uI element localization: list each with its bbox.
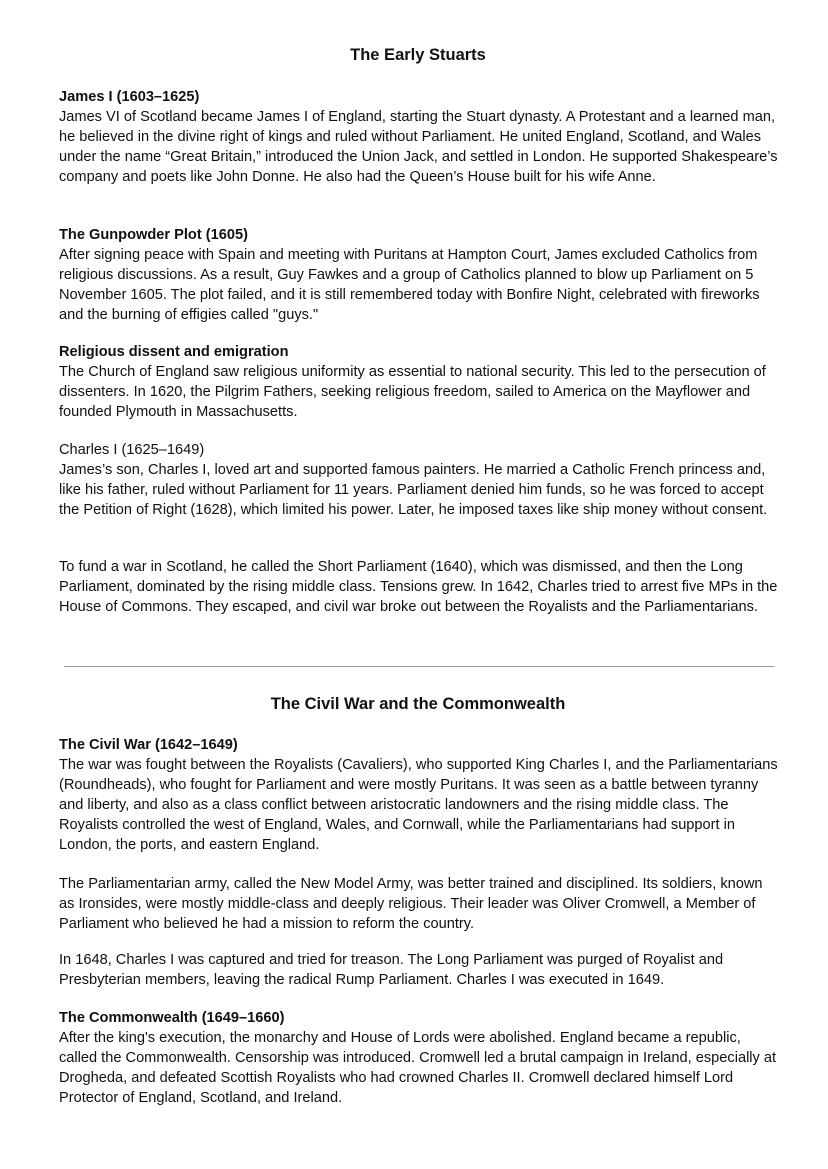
section-james-i [59,87,781,187]
heading: James I (1603–1625) [59,89,200,105]
paragraph: In 1648, Charles I was captured and tried for treason. The Long Parliament was purged of Royalist and Presbyterian members, leaving the radical Rump Parliament. Charles I was executed in 1649. [59,952,724,988]
paragraph-short-long-parliament [59,557,781,617]
section-gunpowder-plot [59,225,781,325]
section-charles-i [59,440,781,520]
paragraph: James’s son, Charles I, loved art and supported famous painters. He married a Catholic French princess and, like his father, ruled without Parliament for 11 years. Parliament denied him funds, so he was forced to accept the Petition of Right (1628), which limited his power. Later, he imposed taxes like ship money without consent. [59,462,768,518]
section-commonwealth [59,1008,781,1108]
heading: Religious dissent and emigration [59,344,289,360]
paragraph-new-model-army [59,874,781,934]
heading: The Commonwealth (1649–1660) [59,1010,285,1026]
heading: Charles I (1625–1649) [59,442,205,458]
paragraph-charles-executed [59,950,781,990]
heading: The Civil War (1642–1649) [59,737,238,753]
section-civil-war [59,735,781,855]
paragraph: The Church of England saw religious uniformity as essential to national security. This led to the persecution of dissenters. In 1620, the Pilgrim Fathers, seeking religious freedom, sailed to America on the Mayflower and founded Plymouth in Massachusetts. [59,364,766,420]
section-religious-dissent [59,342,781,422]
section-title-civil-war: The Civil War and the Commonwealth [270,695,566,713]
paragraph: The Parliamentarian army, called the New Model Army, was better trained and disciplined. Its soldiers, known as Ironsides, were mostly middle-class and deeply religious. Their leader was Oliver Cromwell, a Member of Parliament who believed he had a mission to reform the country. [59,876,763,932]
paragraph: To fund a war in Scotland, he called the Short Parliament (1640), which was dismissed, and then the Long Parliament, dominated by the rising middle class. Tensions grew. In 1642, Charles tried to arrest five MPs in the House of Commons. They escaped, and civil war broke out between the Royalists and the Parliamentarians. [59,559,778,615]
section-divider [64,666,774,667]
paragraph: After the king's execution, the monarchy and House of Lords were abolished. England became a republic, called the Commonwealth. Censorship was introduced. Cromwell led a brutal campaign in Ireland, especially at Drogheda, and defeated Scottish Royalists who had crowned Charles II. Cromwell declared himself Lord Protector of England, Scotland, and Ireland. [59,1030,777,1106]
paragraph: The war was fought between the Royalists (Cavaliers), who supported King Charles I, and the Parliamentarians (Roundheads), who fought for Parliament and were mostly Puritans. It was seen as a battle between tyranny and liberty, and also as a class conflict between aristocratic landowners and the rising middle class. The Royalists controlled the west of England, Wales, and Cornwall, while the Parliamentarians had support in London, the ports, and eastern England. [59,757,778,853]
paragraph: After signing peace with Spain and meeting with Puritans at Hampton Court, James excluded Catholics from religious discussions. As a result, Guy Fawkes and a group of Catholics planned to blow up Parliament on 5 November 1605. The plot failed, and it is still remembered today with Bonfire Night, celebrated with fireworks and the burning of effigies called "guys." [59,247,760,323]
paragraph: James VI of Scotland became James I of England, starting the Stuart dynasty. A Protestant and a learned man, he believed in the divine right of kings and ruled without Parliament. He united England, Scotland, and Wales under the name “Great Britain,” introduced the Union Jack, and settled in London. He supported Shakespeare’s company and poets like John Donne. He also had the Queen’s House built for his wife Anne. [59,109,778,185]
section-title-early-stuarts: The Early Stuarts [350,46,486,64]
heading: The Gunpowder Plot (1605) [59,227,248,243]
